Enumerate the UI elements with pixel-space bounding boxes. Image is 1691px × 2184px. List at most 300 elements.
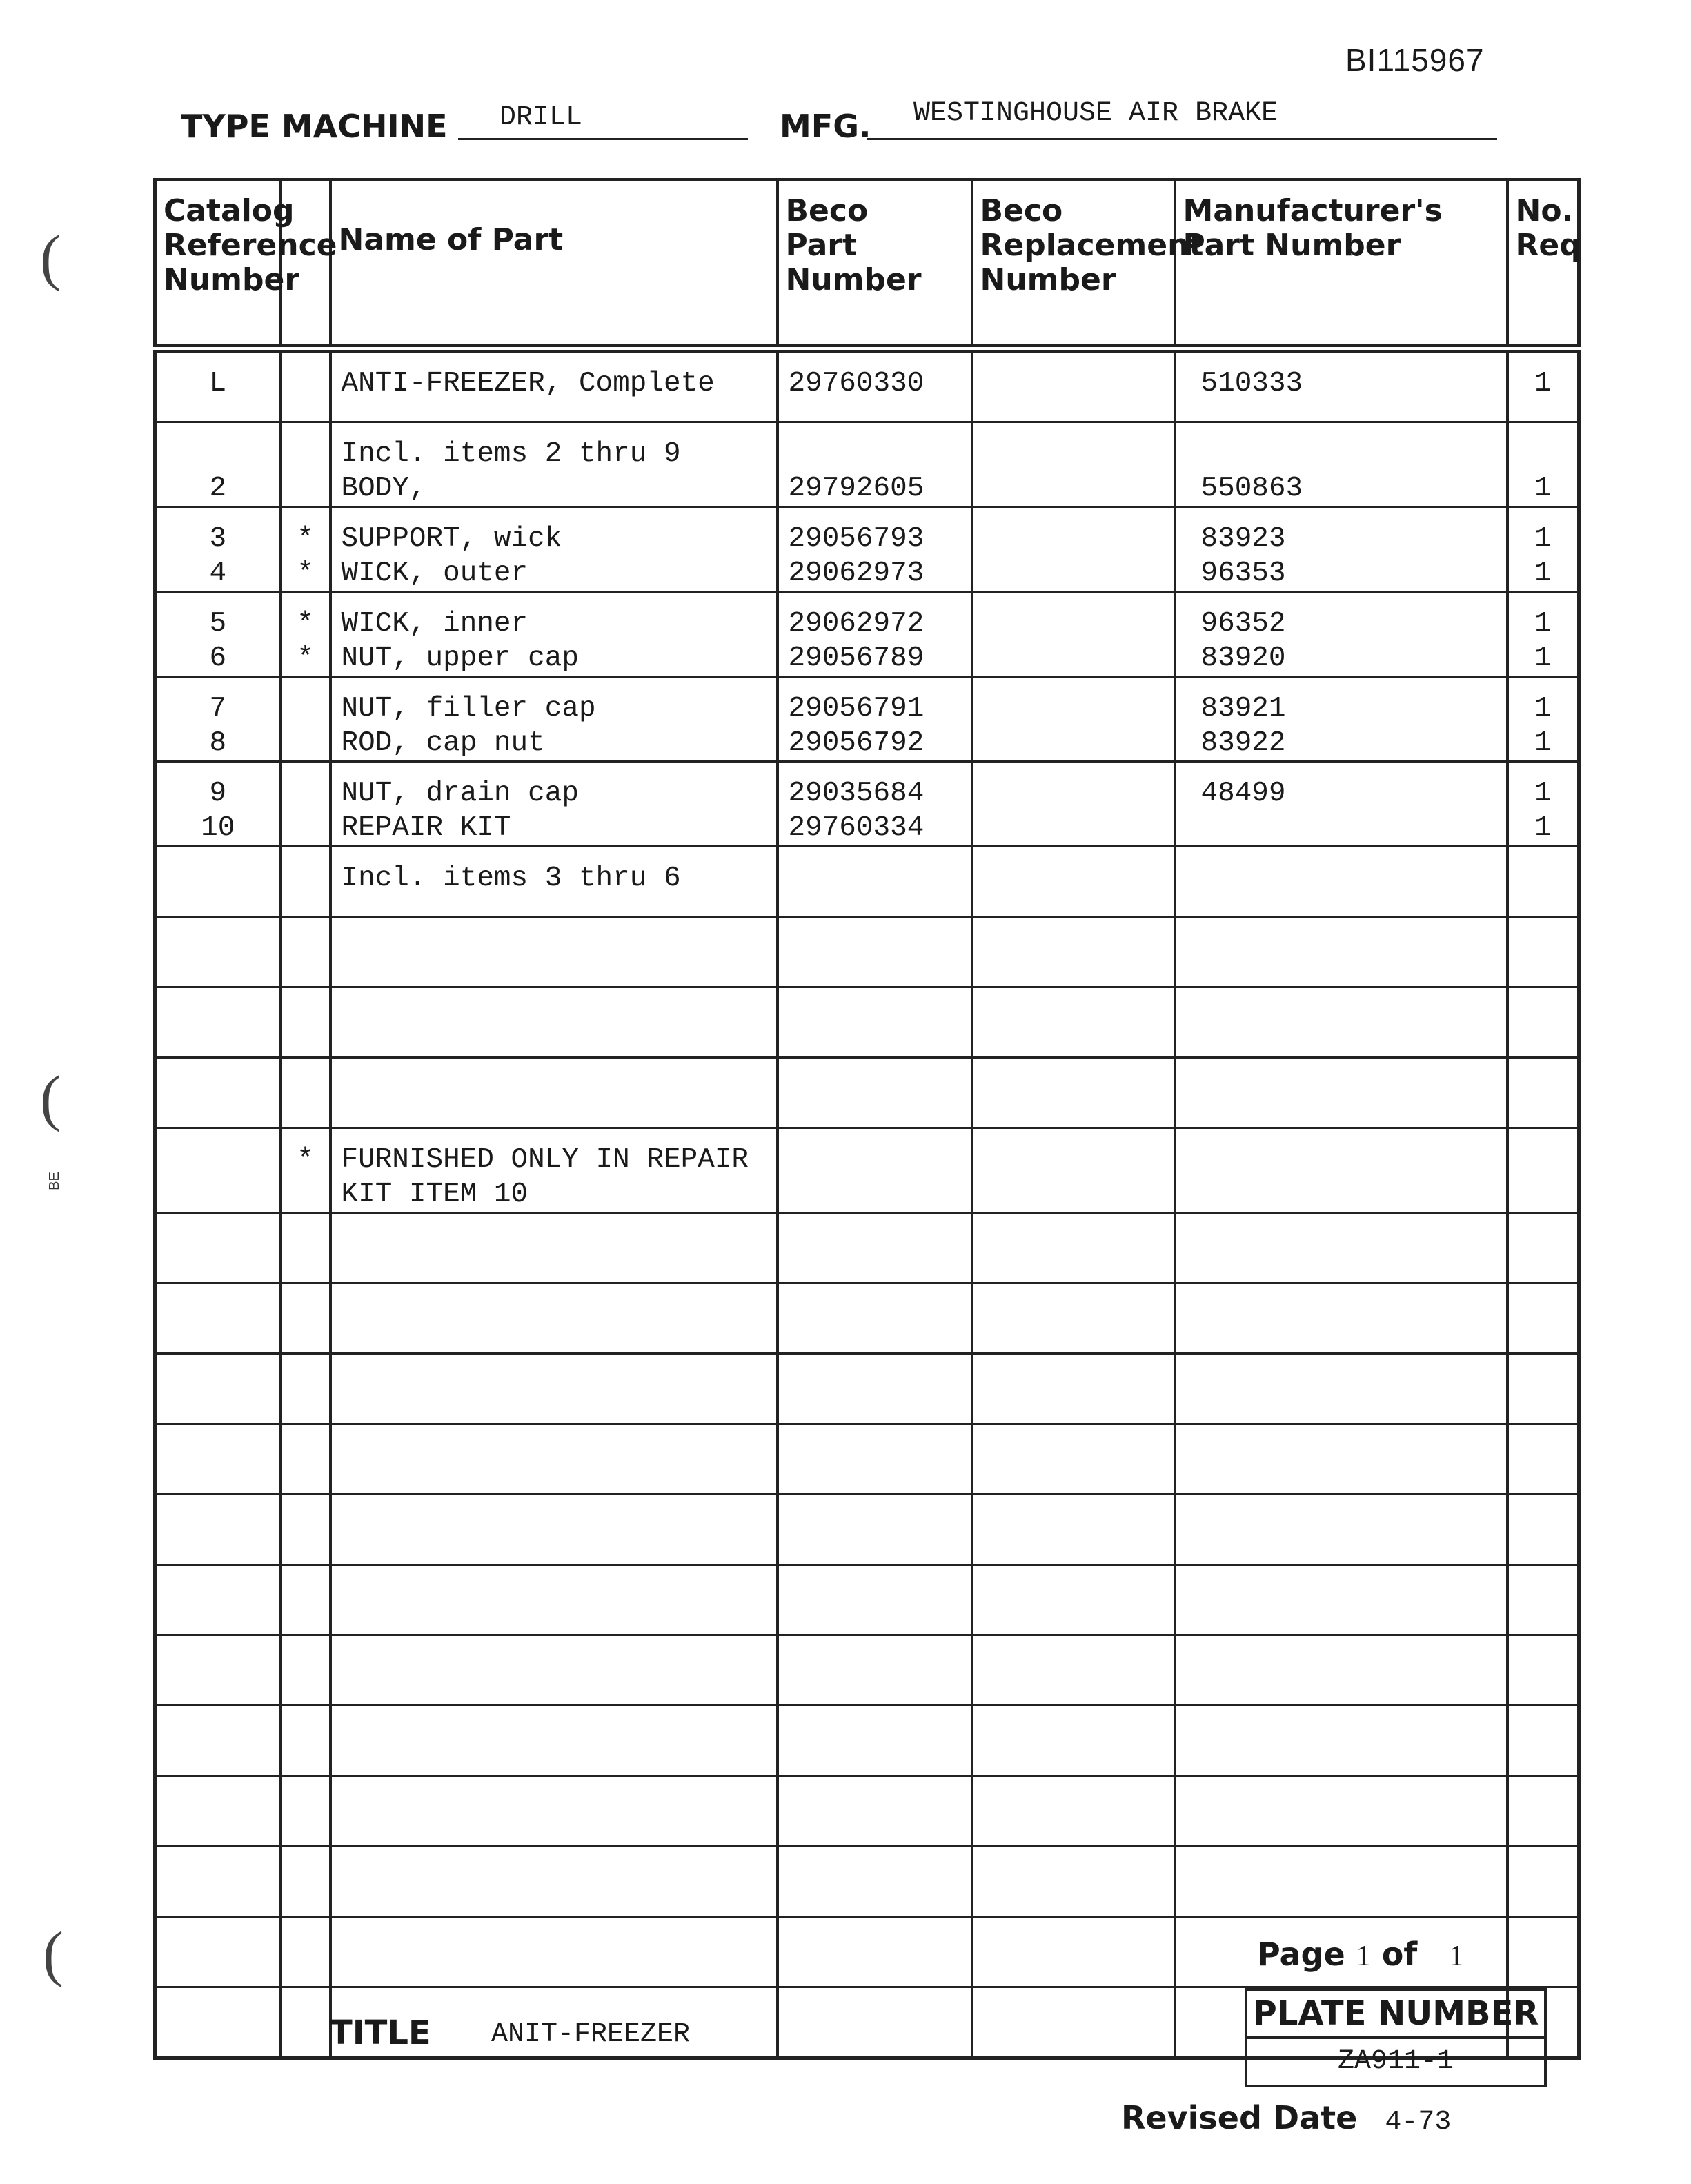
beco-replacement-cell [972,1213,1175,1283]
beco-part-number-cell [778,987,972,1058]
beco-replacement-cell [972,1058,1175,1128]
repair-kit-mark-cell-text [282,1918,329,1931]
beco-part-number-cell-text [779,847,971,861]
quantity-required-cell-text: 1 1 [1534,608,1552,674]
repair-kit-mark-cell [281,1283,330,1354]
part-name-cell-text [332,1495,776,1509]
manufacturer-part-number-cell [1175,507,1507,592]
beco-part-number-cell-text [779,1918,971,1931]
quantity-required-cell [1507,348,1579,422]
repair-kit-mark-cell-text [282,1847,329,1861]
quantity-required-cell [1507,762,1579,847]
beco-replacement-cell-text [973,423,1174,437]
repair-kit-mark-cell [281,507,330,592]
catalog-ref-cell [155,1987,281,2058]
quantity-required-cell-text [1509,1495,1578,1509]
beco-part-number-cell-text: 29035684 29760334 [788,778,924,844]
beco-replacement-cell [972,847,1175,917]
beco-part-number-cell-text [779,1214,971,1228]
table-row [155,1847,1579,1917]
catalog-ref-cell [155,1495,281,1565]
catalog-ref-cell [155,1213,281,1283]
type-machine-underline [458,138,748,140]
quantity-required-cell-text [1509,1847,1578,1861]
repair-kit-mark-cell [281,1847,330,1917]
quantity-required-cell [1507,1565,1579,1635]
beco-part-number-cell [778,1706,972,1776]
revised-date-value: 4-73 [1385,2107,1452,2138]
table-row [155,1283,1579,1354]
page-total: 1 [1449,1940,1464,1972]
beco-replacement-cell [972,507,1175,592]
repair-kit-mark-cell-text [282,1706,329,1720]
quantity-required-cell [1507,1283,1579,1354]
beco-part-number-cell-text [779,1355,971,1368]
manufacturer-part-number-cell-text [1176,1706,1506,1720]
quantity-required-cell-text [1509,1129,1578,1143]
margin-mark-top: ( [40,224,61,292]
catalog-ref-cell-text [157,847,279,861]
quantity-required-cell [1507,1354,1579,1424]
manufacturer-part-number-cell [1175,917,1507,987]
beco-replacement-cell-text [973,1284,1174,1298]
part-name-cell [330,1495,778,1565]
table-row [155,348,1579,422]
manufacturer-part-number-cell-text [1176,1918,1506,1931]
title-label: TITLE [330,2014,431,2052]
manufacturer-part-number-cell [1175,1495,1507,1565]
beco-part-number-cell-text: 29792605 [788,473,924,504]
catalog-ref-cell [155,1424,281,1495]
repair-kit-mark-cell [281,762,330,847]
beco-replacement-cell-text [973,918,1174,932]
beco-part-number-cell-text [779,1284,971,1298]
quantity-required-cell [1507,987,1579,1058]
quantity-required-cell-text: 1 1 [1534,778,1552,844]
repair-kit-mark-cell [281,1213,330,1283]
beco-part-number-cell-text [779,1425,971,1439]
beco-part-number-cell-text [779,1847,971,1861]
part-name-cell [330,677,778,762]
table-row [155,507,1579,592]
catalog-ref-cell-text [157,1918,279,1931]
manufacturer-part-number-cell-text: 550863 [1200,473,1303,504]
catalog-ref-cell [155,1847,281,1917]
beco-replacement-cell-text [973,1566,1174,1580]
catalog-ref-cell [155,847,281,917]
table-row [155,677,1579,762]
quantity-required-cell [1507,1635,1579,1706]
beco-part-number-cell [778,1847,972,1917]
catalog-ref-cell [155,348,281,422]
beco-replacement-cell [972,348,1175,422]
mfg-underline [867,138,1497,140]
beco-part-number-cell [778,507,972,592]
part-name-cell [330,1283,778,1354]
catalog-ref-cell [155,1128,281,1213]
beco-part-number-cell-text [779,988,971,1002]
part-name-cell [330,1354,778,1424]
repair-kit-mark-cell-text [282,1988,329,2002]
part-name-cell-text [332,1284,776,1298]
quantity-required-cell [1507,422,1579,507]
mfg-label: MFG. [780,108,871,145]
repair-kit-mark-cell [281,422,330,507]
part-name-cell [330,762,778,847]
beco-replacement-cell [972,1776,1175,1847]
part-name-cell [330,1917,778,1987]
part-name-cell [330,1058,778,1128]
quantity-required-cell-text [1509,1425,1578,1439]
margin-mark-middle: ( [40,1064,61,1132]
catalog-ref-cell [155,1283,281,1354]
catalog-ref-cell [155,987,281,1058]
quantity-required-cell-text [1509,1284,1578,1298]
repair-kit-mark-cell [281,917,330,987]
part-name-cell [330,422,778,507]
catalog-ref-cell-text [157,918,279,932]
catalog-ref-cell [155,422,281,507]
beco-part-number-cell [778,1424,972,1495]
catalog-ref-cell [155,1917,281,1987]
catalog-ref-cell [155,917,281,987]
manufacturer-part-number-cell [1175,1565,1507,1635]
beco-replacement-cell [972,1283,1175,1354]
manufacturer-part-number-cell [1175,1213,1507,1283]
repair-kit-mark-cell-text [282,678,329,691]
beco-part-number-cell [778,677,972,762]
quantity-required-cell-text [1509,847,1578,861]
table-row [155,987,1579,1058]
beco-replacement-cell-text [973,1847,1174,1861]
manufacturer-part-number-cell-text: 96352 83920 [1200,608,1286,674]
part-name-cell [330,1128,778,1213]
manufacturer-part-number-cell [1175,1283,1507,1354]
title-value: ANIT-FREEZER [491,2019,691,2050]
repair-kit-mark-cell-text [282,1284,329,1298]
beco-part-number-cell-text [779,918,971,932]
beco-replacement-cell-text [973,1214,1174,1228]
manufacturer-part-number-cell-text [1176,1059,1506,1072]
repair-kit-mark-cell [281,348,330,422]
table-row [155,1213,1579,1283]
table-header-row [155,180,1579,349]
revised-date-label: Revised Date [1121,2099,1358,2136]
beco-replacement-cell-text [973,1777,1174,1791]
part-name-cell [330,507,778,592]
table-row [155,1565,1579,1635]
margin-mark-bottom: ( [43,1920,63,1988]
part-name-cell [330,917,778,987]
quantity-required-cell-text [1509,1214,1578,1228]
table-row [155,762,1579,847]
column-header-beco-replacement: Beco Replacement Number [972,180,1175,349]
quantity-required-cell [1507,507,1579,592]
part-name-cell-text [332,1918,776,1931]
manufacturer-part-number-cell [1175,1354,1507,1424]
quantity-required-cell-text [1509,918,1578,932]
repair-kit-mark-cell-text: * [297,1144,314,1176]
manufacturer-part-number-cell [1175,1424,1507,1495]
part-name-cell [330,1776,778,1847]
catalog-ref-cell-text [157,1495,279,1509]
repair-kit-mark-cell [281,847,330,917]
part-name-cell-text [332,918,776,932]
beco-part-number-cell-text [779,1495,971,1509]
mfg-value: WESTINGHOUSE AIR BRAKE [913,98,1278,129]
part-name-cell-text [332,1425,776,1439]
beco-replacement-cell-text [973,1918,1174,1931]
quantity-required-cell [1507,917,1579,987]
column-header-beco-part: Beco Part Number [778,180,972,349]
beco-replacement-cell-text [973,988,1174,1002]
beco-part-number-cell [778,917,972,987]
part-name-cell-text: Incl. items 2 thru 9 BODY, [341,438,681,504]
beco-replacement-cell [972,1635,1175,1706]
column-header-name: Name of Part [330,180,778,349]
catalog-ref-cell-text [157,1129,279,1143]
manufacturer-part-number-cell [1175,1128,1507,1213]
repair-kit-mark-cell-text [282,1566,329,1580]
part-name-cell [330,987,778,1058]
beco-replacement-cell [972,987,1175,1058]
beco-replacement-cell [972,1847,1175,1917]
beco-replacement-cell [972,1565,1175,1635]
catalog-ref-cell [155,677,281,762]
quantity-required-cell-text [1509,1918,1578,1931]
manufacturer-part-number-cell-text [1176,1214,1506,1228]
repair-kit-mark-cell-text [282,988,329,1002]
catalog-ref-cell [155,1635,281,1706]
parts-table [153,178,1581,2060]
plate-number-box [1245,1988,1547,2087]
repair-kit-mark-cell-text [282,1636,329,1650]
table-row [155,1706,1579,1776]
beco-part-number-cell-text: 29056793 29062973 [788,523,924,589]
quantity-required-cell-text: 1 1 [1534,523,1552,589]
repair-kit-mark-cell [281,1706,330,1776]
catalog-ref-cell [155,507,281,592]
part-name-cell-text [332,1355,776,1368]
beco-replacement-cell [972,762,1175,847]
part-name-cell [330,1424,778,1495]
part-name-cell [330,1706,778,1776]
part-name-cell-text [332,1777,776,1791]
beco-part-number-cell-text [779,1059,971,1072]
catalog-ref-cell-text: L [209,368,227,400]
manufacturer-part-number-cell [1175,847,1507,917]
beco-part-number-cell-text: 29062972 29056789 [788,608,924,674]
manufacturer-part-number-cell-text [1176,988,1506,1002]
manufacturer-part-number-cell [1175,348,1507,422]
repair-kit-mark-cell [281,1776,330,1847]
quantity-required-cell-text: 1 [1534,368,1552,400]
repair-kit-mark-cell-text [282,847,329,861]
beco-part-number-cell-text: 29760330 [788,368,924,400]
quantity-required-cell-text [1509,1636,1578,1650]
manufacturer-part-number-cell [1175,1776,1507,1847]
manufacturer-part-number-cell-text: 83923 96353 [1200,523,1286,589]
beco-part-number-cell [778,1128,972,1213]
beco-replacement-cell [972,1917,1175,1987]
manufacturer-part-number-cell-text: 48499 [1200,778,1286,809]
beco-replacement-cell-text [973,847,1174,861]
catalog-ref-cell-text [157,1847,279,1861]
beco-part-number-cell [778,592,972,677]
beco-replacement-cell-text [973,1129,1174,1143]
part-name-cell [330,348,778,422]
part-name-cell-text [332,1706,776,1720]
catalog-ref-cell [155,1354,281,1424]
manufacturer-part-number-cell-text [1176,1495,1506,1509]
beco-replacement-cell-text [973,508,1174,522]
repair-kit-mark-cell-text [282,353,329,366]
repair-kit-mark-cell [281,1058,330,1128]
manufacturer-part-number-cell-text: 510333 [1200,368,1303,400]
manufacturer-part-number-cell [1175,1058,1507,1128]
part-name-cell [330,1213,778,1283]
repair-kit-mark-cell-text [282,1214,329,1228]
beco-part-number-cell [778,1283,972,1354]
page-current: 1 [1356,1940,1371,1972]
repair-kit-mark-cell-text [282,1425,329,1439]
part-name-cell-text [332,1847,776,1861]
beco-replacement-cell [972,1354,1175,1424]
column-header-manufacturer-part: Manufacturer's Part Number [1175,180,1507,349]
quantity-required-cell [1507,1424,1579,1495]
beco-replacement-cell-text [973,1988,1174,2002]
beco-part-number-cell [778,1058,972,1128]
beco-replacement-cell-text [973,1636,1174,1650]
catalog-ref-cell [155,1058,281,1128]
part-name-cell [330,847,778,917]
table-row [155,592,1579,677]
part-name-cell-text: Incl. items 3 thru 6 [341,863,681,894]
part-name-cell-text [332,988,776,1002]
table-row [155,917,1579,987]
catalog-ref-cell-text [157,1988,279,2002]
beco-part-number-cell [778,1917,972,1987]
manufacturer-part-number-cell-text [1176,1777,1506,1791]
catalog-ref-cell-text [157,1425,279,1439]
manufacturer-part-number-cell-text [1176,1425,1506,1439]
beco-replacement-cell-text [973,1059,1174,1072]
beco-replacement-cell [972,1495,1175,1565]
part-name-cell [330,1847,778,1917]
beco-replacement-cell-text [973,593,1174,607]
beco-replacement-cell [972,917,1175,987]
repair-kit-mark-cell [281,1424,330,1495]
beco-part-number-cell [778,1987,972,2058]
quantity-required-cell [1507,592,1579,677]
catalog-ref-cell-text: 5 6 [209,608,227,674]
catalog-ref-cell-text [157,1636,279,1650]
quantity-required-cell-text [1509,1777,1578,1791]
side-code: BE [46,1172,62,1190]
part-name-cell [330,592,778,677]
manufacturer-part-number-cell [1175,1706,1507,1776]
catalog-ref-cell-text [157,1059,279,1072]
beco-part-number-cell [778,1495,972,1565]
repair-kit-mark-cell-text: * * [297,523,314,589]
beco-part-number-cell-text [779,1777,971,1791]
quantity-required-cell [1507,1128,1579,1213]
catalog-ref-cell-text [157,1214,279,1228]
repair-kit-mark-cell [281,1987,330,2058]
manufacturer-part-number-cell-text [1176,1284,1506,1298]
manufacturer-part-number-cell [1175,762,1507,847]
repair-kit-mark-cell-text [282,918,329,932]
part-name-cell-text: ANTI-FREEZER, Complete [341,368,715,400]
manufacturer-part-number-cell [1175,677,1507,762]
repair-kit-mark-cell [281,1354,330,1424]
manufacturer-part-number-cell-text [1176,918,1506,932]
document-id: BI115967 [1345,42,1485,78]
manufacturer-part-number-cell-text [1176,1355,1506,1368]
beco-part-number-cell [778,348,972,422]
catalog-ref-cell-text [157,1566,279,1580]
beco-part-number-cell [778,1213,972,1283]
table-row [155,1058,1579,1128]
manufacturer-part-number-cell-text [1176,1636,1506,1650]
beco-replacement-cell-text [973,353,1174,366]
quantity-required-cell [1507,1495,1579,1565]
beco-part-number-cell [778,847,972,917]
catalog-ref-cell [155,1776,281,1847]
table-row [155,422,1579,507]
beco-replacement-cell-text [973,1495,1174,1509]
table-row [155,1495,1579,1565]
manufacturer-part-number-cell [1175,422,1507,507]
repair-kit-mark-cell [281,1565,330,1635]
beco-part-number-cell [778,1776,972,1847]
beco-replacement-cell [972,1706,1175,1776]
repair-kit-mark-cell [281,987,330,1058]
beco-part-number-cell-text: 29056791 29056792 [788,693,924,759]
beco-part-number-cell-text [779,1566,971,1580]
catalog-ref-cell-text: 3 4 [209,523,227,589]
catalog-ref-cell-text [157,988,279,1002]
repair-kit-mark-cell-text [282,423,329,437]
beco-replacement-cell [972,1128,1175,1213]
repair-kit-mark-cell-text [282,1059,329,1072]
manufacturer-part-number-cell [1175,1847,1507,1917]
beco-part-number-cell-text [779,1636,971,1650]
quantity-required-cell [1507,1058,1579,1128]
plate-number-value: ZA911-1 [1337,2046,1454,2077]
quantity-required-cell [1507,1213,1579,1283]
part-name-cell-text: NUT, filler cap ROD, cap nut [341,693,596,759]
type-machine-value: DRILL [500,102,583,133]
type-machine-label: TYPE MACHINE [181,108,448,145]
manufacturer-part-number-cell [1175,987,1507,1058]
repair-kit-mark-cell [281,1917,330,1987]
plate-number-label: PLATE NUMBER [1247,1991,1544,2039]
manufacturer-part-number-cell-text: 83921 83922 [1200,693,1286,759]
catalog-ref-cell-text: 9 10 [201,778,235,844]
quantity-required-cell [1507,847,1579,917]
manufacturer-part-number-cell-text [1176,847,1506,861]
quantity-required-cell [1507,1706,1579,1776]
catalog-ref-cell [155,592,281,677]
beco-replacement-cell-text [973,1355,1174,1368]
table-row [155,847,1579,917]
catalog-ref-cell-text [157,1706,279,1720]
beco-replacement-cell [972,1424,1175,1495]
repair-kit-mark-cell [281,592,330,677]
beco-part-number-cell [778,1635,972,1706]
part-name-cell-text: SUPPORT, wick WICK, outer [341,523,562,589]
